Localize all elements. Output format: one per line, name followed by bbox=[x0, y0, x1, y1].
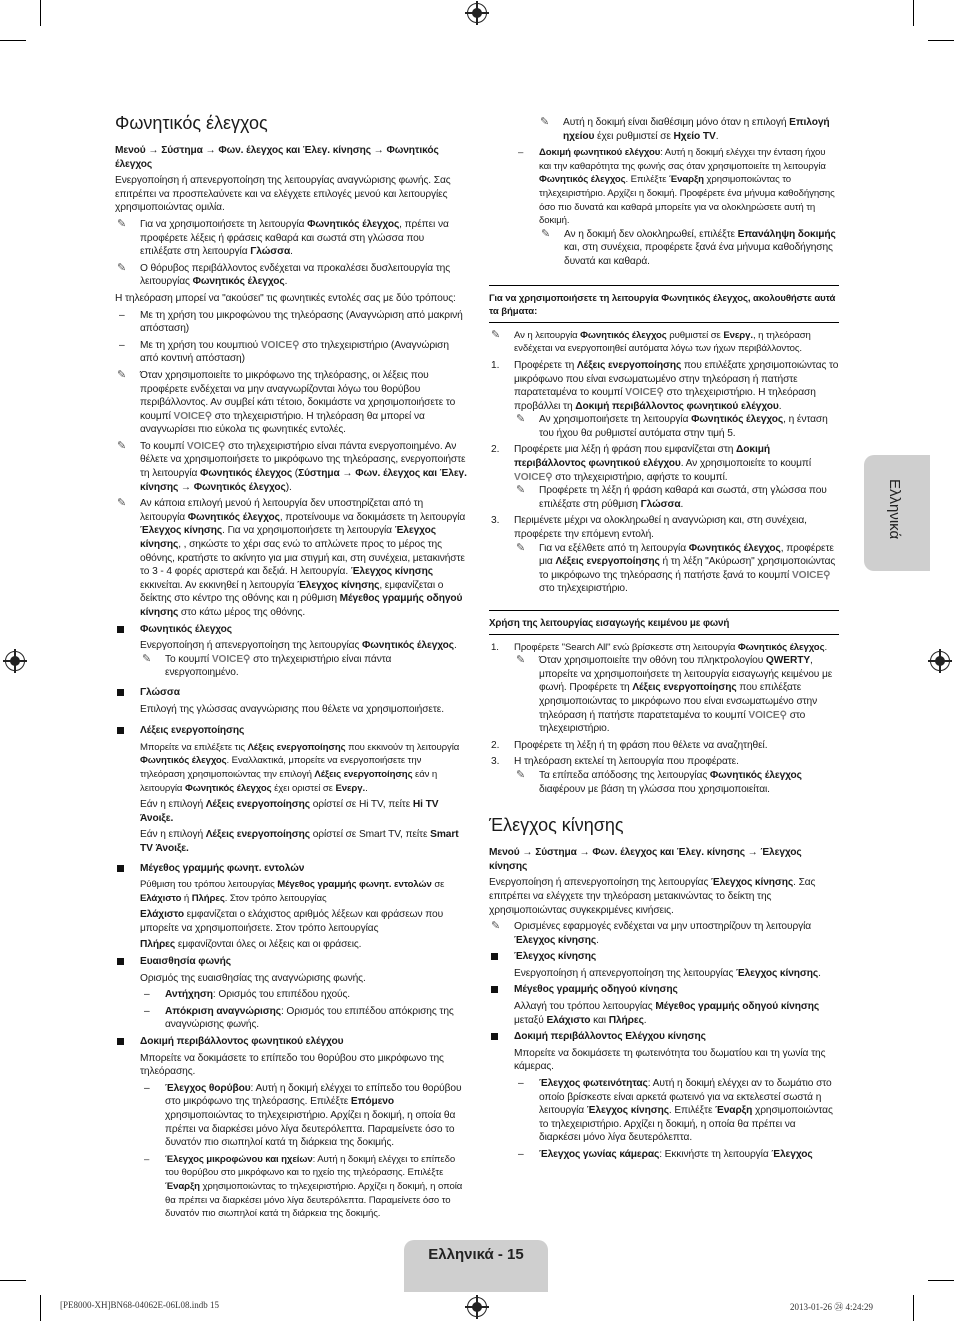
right-column bbox=[489, 116, 839, 1165]
microphone-icon: ⚲ bbox=[204, 410, 213, 422]
pencil-note-icon: ✎ bbox=[516, 654, 526, 667]
microphone-icon: ⚲ bbox=[779, 709, 787, 721]
note: ✎ Για να εξέλθετε από τη λειτουργία Φωνητικός έλεγχος, προφέρετε μια Λέξεις ενεργοποίησης ή τη λέξη "Ακύρωση" χρησιμοποιώντας το μικρόφωνο της τηλεόρασης ή πατήστε ξανά το κουμπί VOICE⚲ στο τηλεχειριστήριο. bbox=[516, 541, 836, 595]
note: ✎ Αν η δοκιμή δεν ολοκληρωθεί, επιλέξτε Επανάληψη δοκιμής και, στη συνέχεια, προφέρετε ξανά ένα μήνυμα καθοδήγησης δυνατά και καθαρά. bbox=[541, 227, 836, 267]
note: ✎ Ο θόρυβος περιβάλλοντος ενδέχεται να προκαλέσει δυσλειτουργία της λειτουργίας Φωνητικός έλεγχος. bbox=[117, 261, 451, 288]
bullet-body: Αλλαγή του τρόπου λειτουργίας Μέγεθος γραμμής οδηγού κίνησης μεταξύ Ελάχιστο και Πλήρες. bbox=[514, 1001, 820, 1026]
bullet-heading: Μέγεθος γραμμής φωνητ. εντολών bbox=[115, 862, 467, 876]
divider bbox=[489, 610, 839, 611]
section-title-voice-control: Φωνητικός έλεγχος bbox=[115, 113, 268, 133]
crop-mark bbox=[928, 1280, 954, 1281]
pencil-note-icon: ✎ bbox=[117, 261, 127, 274]
crop-mark bbox=[913, 1295, 914, 1321]
intro-text: Ενεργοποίηση ή απενεργοποίηση της λειτουργίας αναγνώρισης φωνής. Σας επιτρέπει να προσπελαύνετε και να ελέγχετε επιλογές μενού και λειτουργίες χρησιμοποιώντας ομιλία. bbox=[115, 175, 451, 214]
list-item: – Με τη χρήση του μικροφώνου της τηλεόρασης (Αναγνώριση από μακρινή απόσταση) bbox=[119, 309, 463, 335]
bullet-body: Εάν η επιλογή Λέξεις ενεργοποίησης ορίστεί σε Hi TV, πείτε Hi TV Άνοιξε. bbox=[140, 799, 439, 824]
divider bbox=[489, 634, 839, 635]
step-item: 1. Προφέρετε τη Λέξεις ενεργοποίησης που επιλέξατε χρησιμοποιώντας το μικρόφωνο που είναι ενσωματωμένο στην τηλεόραση ή πατήστε παρατεταμένα το κουμπί VOICE⚲ στο τηλεχειριστήριο. Η τηλεόραση προβάλλει τη Δοκιμή περιβάλλοντος φωνητικού ελέγχου. ✎ Αν χρησιμοποιήσετε τη λειτουργία Φωνητικός έλεγχος, η ένταση του ήχου θα ρυθμιστεί αυτόματα στην τιμή 5. bbox=[491, 359, 839, 439]
pencil-note-icon: ✎ bbox=[491, 920, 501, 933]
input-heading: Χρήση της λειτουργίας εισαγωγής κειμένου με φωνή bbox=[489, 618, 730, 629]
crop-mark bbox=[40, 0, 41, 26]
bullet-heading: Δοκιμή περιβάλλοντος φωνητικού ελέγχου bbox=[115, 1035, 467, 1049]
bullet-body: Μπορείτε να επιλέξετε τις Λέξεις ενεργοποίησης που εκκινούν τη λειτουργία Φωνητικός έλεγχος. Εναλλακτικά, μπορείτε να ενεργοποιήσετε την τηλεόραση χρησιμοποιώντας την επιλογή Λέξεις ενεργοποίησης εάν η λειτουργία Φωνητικός έλεγχος έχει οριστεί σε Ενεργ.. bbox=[140, 741, 460, 794]
bullet-body: Ρύθμιση του τρόπου λειτουργίας Μέγεθος γραμμής φωνητ. εντολών σε Ελάχιστο ή Πλήρες. Στον τρόπο λειτουργίας bbox=[140, 879, 445, 904]
pencil-note-icon: ✎ bbox=[516, 541, 526, 554]
steps-heading: Για να χρησιμοποιήσετε τη λειτουργία Φωνητικός έλεγχος, ακολουθήστε αυτά τα βήματα: bbox=[489, 292, 836, 318]
divider bbox=[489, 285, 839, 286]
bullet-heading: Φωνητικός έλεγχος bbox=[115, 623, 467, 637]
left-column bbox=[115, 112, 467, 1224]
language-side-tab: Ελληνικά bbox=[864, 455, 930, 571]
list-item: – Αντήχηση: Ορισμός του επιπέδου ηχούς. bbox=[144, 989, 351, 1001]
menu-path: Μενού → Σύστημα → Φων. έλεγχος και Έλεγ. κίνησης → Φωνητικός έλεγχος bbox=[115, 145, 439, 170]
pencil-note-icon: ✎ bbox=[516, 768, 526, 781]
bullet-body: Επιλογή της γλώσσας αναγνώρισης που θέλετε να χρησιμοποιήσετε. bbox=[140, 703, 444, 715]
divider bbox=[489, 322, 839, 323]
registration-mark-icon bbox=[5, 651, 25, 671]
page-number-tab: Ελληνικά - 15 bbox=[404, 1240, 548, 1292]
step-item: 2. Προφέρετε μια λέξη ή φράση που εμφανίζεται στη Δοκιμή περιβάλλοντος φωνητικού ελέγχου. Αν χρησιμοποιείτε το κουμπί VOICE⚲ στο τηλεχειριστήριο, αφήστε το κουμπί. ✎ Προφέρετε τη λέξη ή φράση καθαρά και σωστά, στη γλώσσα που επιλέξατε στη ρύθμιση Γλώσσα. bbox=[489, 443, 839, 511]
list-item: – Δοκιμή φωνητικού ελέγχου: Αυτή η δοκιμή ελέγχει την ένταση ήχου και την καθαρότητα της φωνής σας όταν χρησιμοποιείτε τη λειτουργία Φωνητικός έλεγχος. Επιλέξτε Έναρξη χρησιμοποιώντας το τηλεχειριστήριο. Αρχίζει η δοκιμή. Προφέρετε ένα μήνυμα καθοδήγησης όσο πιο δυνατά και καθαρά μπορείτε για να ολοκληρώσετε αυτή τη δοκιμή. ✎ Αν η δοκιμή δεν ολοκληρωθεί, επιλέξτε Επανάληψη δοκιμής και, στη συνέχεια, προφέρετε ξανά ένα μήνυμα καθοδήγησης δυνατά και καθαρά. bbox=[514, 146, 839, 268]
print-info-right: 2013-01-26 ㉔ 4:24:29 bbox=[790, 1302, 873, 1312]
print-info-left: [PE8000-XH]BN68-04062E-06L08.indb 15 bbox=[60, 1300, 219, 1310]
pencil-note-icon: ✎ bbox=[541, 227, 551, 240]
bullet-body: Ορισμός της ευαισθησίας της αναγνώρισης φωνής. bbox=[140, 972, 366, 984]
paragraph: Η τηλεόραση μπορεί να "ακούσει" τις φωνητικές εντολές σας με δύο τρόπους: bbox=[115, 292, 456, 304]
bullet-body: Ελάχιστο εμφανίζεται ο ελάχιστος αριθμός λέξεων και φράσεων που μπορείτε να χρησιμοποιήσετε. Στον τρόπο λειτουργίας bbox=[140, 909, 444, 934]
step-item: 3. Περιμένετε μέχρι να ολοκληρωθεί η αναγνώριση και, στη συνέχεια, προφέρετε την επόμενη εντολή. ✎ Για να εξέλθετε από τη λειτουργία Φωνητικός έλεγχος, προφέρετε μια Λέξεις ενεργοποίησης ή τη λέξη "Ακύρωση" χρησιμοποιώντας το μικρόφωνο της τηλεόρασης ή πατήστε ξανά το κουμπί VOICE⚲ στο τηλεχειριστήριο. bbox=[489, 514, 839, 596]
pencil-note-icon: ✎ bbox=[491, 328, 501, 341]
bullet-heading: Ευαισθησία φωνής bbox=[115, 955, 467, 969]
crop-mark bbox=[0, 40, 26, 41]
list-item: – Έλεγχος γωνίας κάμερας: Εκκινήστε τη λειτουργία Έλεγχος bbox=[518, 1149, 813, 1160]
microphone-icon: ⚲ bbox=[243, 653, 251, 665]
pencil-note-icon: ✎ bbox=[117, 368, 127, 381]
bullet-heading: Λέξεις ενεργοποίησης bbox=[115, 724, 467, 738]
intro-text: Ενεργοποίηση ή απενεργοποίηση της λειτουργίας Έλεγχος κίνησης. Σας επιτρέπει να ελέγχετε την τηλεόραση μετακινώντας το δείκτη της χρησιμοποιώντας συγκεκριμένες κινήσεις. bbox=[489, 877, 816, 916]
microphone-icon: ⚲ bbox=[292, 339, 300, 351]
registration-mark-icon bbox=[467, 3, 487, 23]
list-item: – Με τη χρήση του κουμπιού VOICE⚲ στο τηλεχειριστήριο (Αναγνώριση από κοντινή απόσταση) bbox=[119, 339, 449, 365]
list-item: – Έλεγχος φωτεινότητας: Αυτή η δοκιμή ελέγχει αν το δωμάτιο στο οποίο βρίσκεστε είναι αρκετά φωτεινό για να εκτελεστεί σωστά η λειτουργία Έλεγχος κίνησης. Επιλέξτε Έναρξη χρησιμοποιώντας το τηλεχειριστήριο. Αρχίζει η δοκιμή, η οποία θα πρέπει να διαρκέσει μόνο λίγα δευτερόλεπτα. bbox=[518, 1078, 833, 1144]
bullet-heading: Έλεγχος κίνησης bbox=[489, 950, 839, 964]
pencil-note-icon: ✎ bbox=[142, 652, 152, 665]
bullet-body: Πλήρες εμφανίζονται όλες οι λέξεις και οι φράσεις. bbox=[140, 939, 362, 951]
bullet-body: Εάν η επιλογή Λέξεις ενεργοποίησης ορίστεί σε Smart TV, πείτε Smart TV Άνοιξε. bbox=[140, 829, 459, 854]
step-item: 2. Προφέρετε τη λέξη ή τη φράση που θέλετε να αναζητηθεί. bbox=[491, 739, 768, 751]
crop-mark bbox=[40, 1295, 41, 1321]
bullet-body: Ενεργοποίηση ή απενεργοποίηση της λειτουργίας Φωνητικός έλεγχος. ✎ Το κουμπί VOICE⚲ στο τηλεχειριστήριο είναι πάντα ενεργοποιημένο. bbox=[115, 639, 467, 680]
menu-path: Μενού → Σύστημα → Φων. έλεγχος και Έλεγ. κίνησης → Έλεγχος κίνησης bbox=[489, 847, 802, 872]
bullet-heading: Μέγεθος γραμμής οδηγού κίνησης bbox=[489, 983, 839, 997]
microphone-icon: ⚲ bbox=[823, 569, 831, 581]
bullet-body: Μπορείτε να δοκιμάσετε τη φωτεινότητα του δωματίου και τη γωνία της κάμερας. bbox=[514, 1047, 826, 1073]
section-title-motion-control: Έλεγχος κίνησης bbox=[489, 815, 624, 836]
registration-mark-icon bbox=[930, 651, 950, 671]
note: ✎ Όταν χρησιμοποιείτε το μικρόφωνο της τηλεόρασης, οι λέξεις που προφέρετε ενδέχεται να μην αναγνωρίζονται λόγω του θορύβου περιβάλλοντος. Αν συμβεί κάτι τέτοιο, δοκιμάστε να χρησιμοποιήσετε το κουμπί VOICE⚲ στο τηλεχειριστήριο. Η τηλεόραση θα μπορεί να αναγνωρίσει πιο εύκολα τις φωνητικές εντολές. bbox=[117, 368, 456, 436]
microphone-icon: ⚲ bbox=[656, 387, 664, 399]
pencil-note-icon: ✎ bbox=[516, 484, 526, 497]
voice-button-label: VOICE bbox=[260, 339, 293, 351]
note: ✎ Όταν χρησιμοποιείτε την οθόνη του πληκτρολογίου QWERTY, μπορείτε να χρησιμοποιήσετε τη λειτουργία εισαγωγής κειμένου με φωνή. Προφέρετε τη Λέξεις ενεργοποίησης που επιλέξατε χρησιμοποιώντας το μικρόφωνο που είναι ενσωματωμένο στην τηλεόραση ή πατήστε παρατεταμένα το κουμπί VOICE⚲ στο τηλεχειριστήριο. bbox=[516, 654, 833, 735]
note: ✎ Για να χρησιμοποιήσετε τη λειτουργία Φωνητικός έλεγχος, πρέπει να προφέρετε λέξεις ή φράσεις καθαρά και σωστά στη γλώσσα που επιλέξατε στη λειτουργία Γλώσσα. bbox=[117, 217, 449, 258]
registration-mark-icon bbox=[467, 1297, 487, 1317]
note: ✎ Ορισμένες εφαρμογές ενδέχεται να μην υποστηρίζουν τη λειτουργία Έλεγχος κίνησης. bbox=[491, 920, 812, 946]
note: ✎ Αν κάποια επιλογή μενού ή λειτουργία δεν υποστηρίζεται από τη λειτουργία Φωνητικός έλεγχος, προτείνουμε να δοκιμάσετε τη λειτουργία Έλεγχος κίνησης. Για να χρησιμοποιήσετε τη λειτουργία Έλεγχος κίνησης, , σηκώστε το χέρι σας ενώ το απλώνετε προς το μέρος της οθόνης, κρατήστε το ακίνητο για μια στιγμή και, στη συνέχεια, μετακινήστε το 3 - 4 φορές αριστερά και δεξιά. Η λειτουργία. Έλεγχος κίνησης εκκινείται. Αν εκκινηθεί η λειτουργία Έλεγχος κίνησης, εμφανίζεται ο δείκτης στο κέντρο της οθόνης και η ρύθμιση Μέγεθος γραμμής οδηγού κίνησης στο κάτω μέρος της οθόνης. bbox=[117, 497, 466, 618]
bullet-body: Μπορείτε να δοκιμάσετε το επίπεδο του θορύβου στο μικρόφωνο της τηλεόρασης. bbox=[140, 1052, 444, 1078]
microphone-icon: ⚲ bbox=[218, 440, 226, 452]
note: ✎ Προφέρετε τη λέξη ή φράση καθαρά και σωστά, στη γλώσσα που επιλέξατε στη ρύθμιση Γλώσσα. bbox=[516, 484, 827, 510]
note: ✎ Το κουμπί VOICE⚲ στο τηλεχειριστήριο είναι πάντα ενεργοποιημένο. Αν θέλετε να χρησιμοποιήσετε το μικρόφωνο της τηλεόρασης, ενεργοποιήστε τη λειτουργία Φωνητικός έλεγχος (Σύστημα → Φων. έλεγχος και Έλεγ. κίνησης → Φωνητικός έλεγχος). bbox=[117, 439, 467, 493]
pencil-note-icon: ✎ bbox=[117, 217, 127, 230]
note: ✎ Αν η λειτουργία Φωνητικός έλεγχος ρυθμιστεί σε Ενεργ., η τηλεόραση ενδέχεται να ενεργοποιηθεί αυτόματα λόγω των ήχων περιβάλλοντος. bbox=[491, 328, 811, 355]
note: ✎ Το κουμπί VOICE⚲ στο τηλεχειριστήριο είναι πάντα ενεργοποιημένο. bbox=[142, 652, 392, 679]
pencil-note-icon: ✎ bbox=[516, 413, 526, 426]
bullet-heading: Δοκιμή περιβάλλοντος Ελέγχου κίνησης bbox=[489, 1030, 839, 1044]
note: ✎ Τα επίπεδα απόδοσης της λειτουργίας Φωνητικός έλεγχος διαφέρουν με βάση τη γλώσσα που χρησιμοποιείται. bbox=[516, 768, 802, 795]
note: ✎ Αυτή η δοκιμή είναι διαθέσιμη μόνο όταν η επιλογή Επιλογή ηχείου έχει ρυθμιστεί σε Ηχείο TV. bbox=[540, 116, 830, 142]
crop-mark bbox=[0, 1280, 26, 1281]
microphone-icon: ⚲ bbox=[545, 471, 553, 483]
crop-mark bbox=[913, 0, 914, 26]
note: ✎ Αν χρησιμοποιήσετε τη λειτουργία Φωνητικός έλεγχος, η ένταση του ήχου θα ρυθμιστεί αυτόματα στην τιμή 5. bbox=[516, 413, 828, 439]
crop-mark bbox=[928, 40, 954, 41]
step-item: 3. Η τηλεόραση εκτελεί τη λειτουργία που προφέρατε. ✎ Τα επίπεδα απόδοσης της λειτουργίας Φωνητικός έλεγχος διαφέρουν με βάση τη γλώσσα που χρησιμοποιείται. bbox=[489, 755, 839, 796]
bullet-heading: Γλώσσα bbox=[115, 686, 467, 700]
step-item: 1. Προφέρετε "Search All" ενώ βρίσκεστε στη λειτουργία Φωνητικός έλεγχος. ✎ Όταν χρησιμοποιείτε την οθόνη του πληκτρολογίου QWERTY, μπορείτε να χρησιμοποιήσετε τη λειτουργία εισαγωγής κειμένου με φωνή. Προφέρετε τη Λέξεις ενεργοποίησης που επιλέξατε χρησιμοποιώντας το μικρόφωνο που είναι ενσωματωμένο στην τηλεόραση ή πατήστε παρατεταμένα το κουμπί VOICE⚲ στο τηλεχειριστήριο. bbox=[489, 641, 839, 736]
pencil-note-icon: ✎ bbox=[117, 497, 127, 510]
list-item: – Έλεγχος θορύβου: Αυτή η δοκιμή ελέγχει το επίπεδο του θορύβου στο μικρόφωνο της τηλεόρασης. Επιλέξτε Επόμενο χρησιμοποιώντας το τηλεχειριστήριο. Αρχίζει η δοκιμή, η οποία θα πρέπει να διαρκέσει μόνο λίγα δευτερόλεπτα. Παραμείνετε όσο το δυνατόν πιο σιωπηλοί κατά τη διάρκεια της δοκιμής. bbox=[144, 1082, 462, 1149]
bullet-body: Ενεργοποίηση ή απενεργοποίηση της λειτουργίας Έλεγχος κίνησης. bbox=[514, 967, 821, 979]
pencil-note-icon: ✎ bbox=[540, 116, 550, 128]
pencil-note-icon: ✎ bbox=[117, 439, 127, 452]
list-item: – Απόκριση αναγνώρισης: Ορισμός του επιπέδου απόκρισης της αναγνώρισης φωνής. bbox=[144, 1005, 454, 1031]
list-item: – Έλεγχος μικροφώνου και ηχείων: Αυτή η δοκιμή ελέγχει το επίπεδο του θορύβου στο μικρόφωνο και το ηχείο της τηλεόρασης. Επιλέξτε Έναρξη χρησιμοποιώντας το τηλεχειριστήριο. Αρχίζει η δοκιμή, η οποία θα πρέπει να διαρκέσει μόνο λίγα δευτερόλεπτα. Παραμείνετε όσο το δυνατόν πιο σιωπηλοί κατά τη διάρκεια της δοκιμής. bbox=[144, 1153, 463, 1220]
